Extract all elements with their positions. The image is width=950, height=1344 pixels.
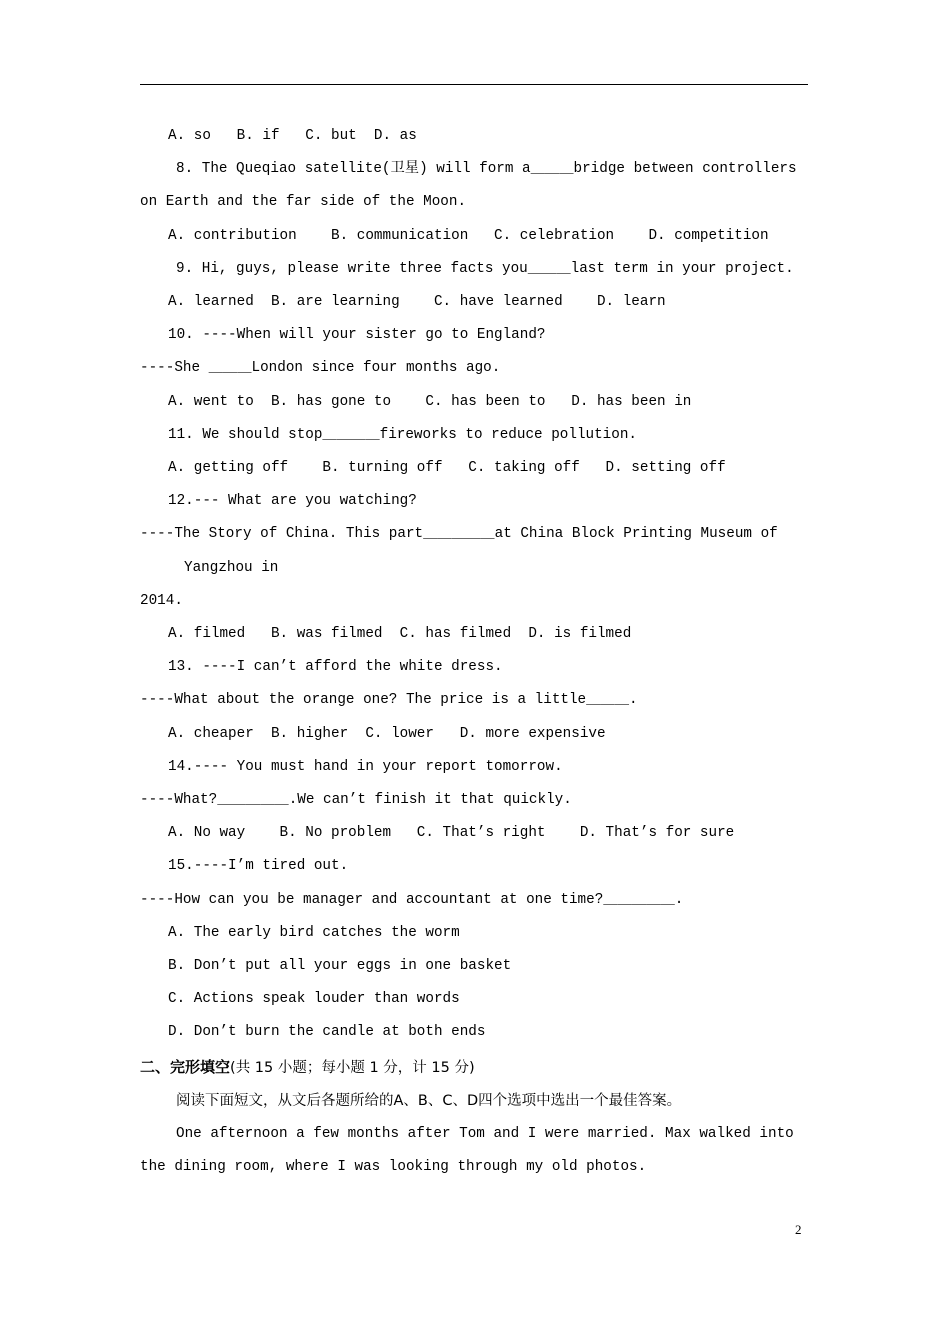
question-line: 10. ----When will your sister go to England? — [168, 327, 546, 344]
question-line: A. cheaper B. higher C. lower D. more expensive — [168, 725, 606, 742]
question-line: C. Actions speak louder than words — [168, 991, 460, 1008]
question-line: A. so B. if C. but D. as — [168, 128, 417, 144]
passage-line: the dining room, where I was looking through my old photos. — [140, 1159, 647, 1176]
section-heading-suffix: (共 15 小题；每小题 1 分，计 15 分) — [230, 1059, 475, 1076]
question-line: ----What?＿＿＿＿＿.We can’t finish it that quickly. — [140, 792, 572, 809]
question-line: B. Don’t put all your eggs in one basket — [168, 958, 512, 975]
question-line: ----She ＿＿＿London since four months ago. — [140, 360, 501, 377]
section-heading — [140, 1050, 812, 1085]
question-line: A. No way B. No problem C. That’s right D. That’s for sure — [168, 825, 735, 842]
question-line: 2014. — [140, 592, 183, 609]
question-line: A. The early bird catches the worm — [168, 924, 460, 941]
question-line: 12.--- What are you watching? — [168, 493, 417, 510]
question-line: A. filmed B. was filmed C. has filmed D. is filmed — [168, 626, 632, 643]
header-rule — [140, 84, 808, 85]
question-line: 14.---- You must hand in your report tomorrow. — [168, 758, 563, 775]
question-line: 11. We should stop＿＿＿＿fireworks to reduce pollution. — [168, 426, 638, 443]
question-line: A. contribution B. communication C. celebration D. competition — [168, 227, 769, 244]
question-line: A. learned B. are learning C. have learned D. learn — [168, 294, 666, 311]
question-line: on Earth and the far side of the Moon. — [140, 194, 467, 211]
question-line: ----How can you be manager and accountant at one time?＿＿＿＿＿. — [140, 891, 684, 908]
exam-body — [140, 120, 812, 1184]
question-line: 8. The Queqiao satellite(卫星) will form a＿＿＿bridge between controllers — [176, 161, 797, 178]
question-line: ----The Story of China. This part＿＿＿＿＿at China Block Printing Museum of — [140, 526, 778, 543]
question-line: A. getting off B. turning off C. taking off D. setting off — [168, 460, 726, 477]
instruction-line: 阅读下面短文，从文后各题所给的A、B、C、D四个选项中选出一个最佳答案。 — [176, 1092, 682, 1109]
question-line: 13. ----I can’t afford the white dress. — [168, 659, 503, 676]
passage-line: One afternoon a few months after Tom and I were married. Max walked into — [176, 1125, 794, 1142]
question-line: ----What about the orange one? The price is a little＿＿＿. — [140, 692, 638, 709]
question-line: Yangzhou in — [184, 559, 279, 576]
section-heading-title: 完形填空 — [170, 1057, 231, 1076]
question-line: 9. Hi, guys, please write three facts you＿＿＿last term in your project. — [176, 260, 794, 277]
question-line: 15.----I’m tired out. — [168, 858, 349, 875]
page-number: 2 — [795, 1222, 802, 1237]
question-line: D. Don’t burn the candle at both ends — [168, 1024, 486, 1041]
section-heading-prefix: 二、 — [140, 1057, 171, 1076]
question-line: A. went to B. has gone to C. has been to D. has been in — [168, 393, 692, 410]
